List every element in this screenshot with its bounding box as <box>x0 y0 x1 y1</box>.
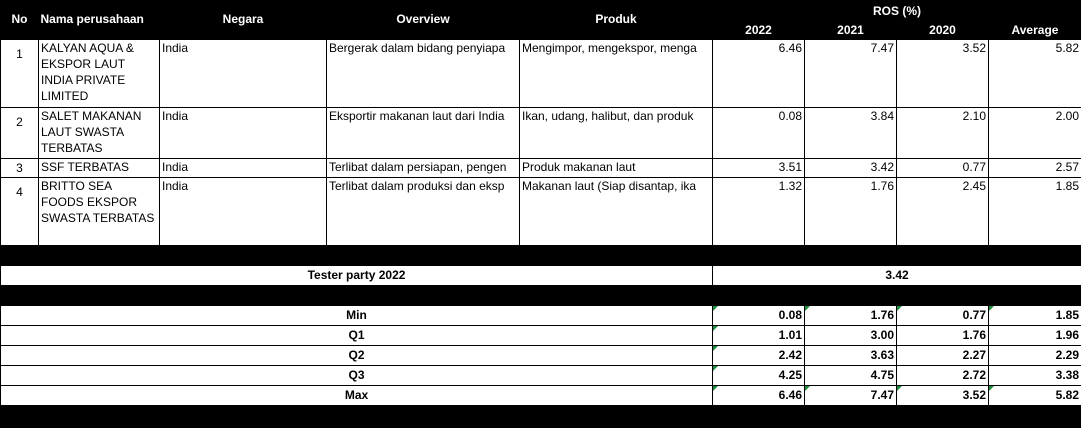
row-2020: 3.52 <box>897 39 989 107</box>
row-no: 2 <box>1 107 39 158</box>
tester-row <box>1 265 1081 285</box>
stat-2021: 3.00 <box>805 325 897 345</box>
header-overview: Overview <box>327 0 520 39</box>
header-year-2021: 2021 <box>805 22 897 39</box>
row-average: 5.82 <box>989 39 1081 107</box>
table-row <box>1 39 1081 107</box>
row-no: 4 <box>1 177 39 245</box>
stat-average: 3.38 <box>989 365 1081 385</box>
header-year-2022: 2022 <box>713 22 805 39</box>
header-average: Average <box>989 22 1081 39</box>
stat-2020: 3.52 <box>897 385 989 405</box>
stat-2022: 1.01 <box>713 325 805 345</box>
header-no: No <box>1 0 39 39</box>
header-year-2020: 2020 <box>897 22 989 39</box>
stat-average: 5.82 <box>989 385 1081 405</box>
spacer-row <box>1 285 1081 305</box>
stat-label: Max <box>1 385 713 405</box>
stat-2022: 2.42 <box>713 345 805 365</box>
header-product: Produk <box>520 0 713 39</box>
row-average: 2.00 <box>989 107 1081 158</box>
stat-2022: 6.46 <box>713 385 805 405</box>
row-no: 3 <box>1 158 39 177</box>
row-company: KALYAN AQUA & EKSPOR LAUT INDIA PRIVATE LIMITED <box>39 39 160 107</box>
row-country: India <box>160 39 327 107</box>
stat-row-q3 <box>1 365 1081 385</box>
row-product: Makanan laut (Siap disantap, ika <box>520 177 713 245</box>
header-company: Nama perusahaan <box>39 0 160 39</box>
row-country: India <box>160 177 327 245</box>
stat-row-min <box>1 305 1081 325</box>
row-company: SSF TERBATAS <box>39 158 160 177</box>
stat-row-q1 <box>1 325 1081 345</box>
row-country: India <box>160 107 327 158</box>
stat-2020: 1.76 <box>897 325 989 345</box>
row-2022: 6.46 <box>713 39 805 107</box>
row-product: Ikan, udang, halibut, dan produk <box>520 107 713 158</box>
stat-average: 2.29 <box>989 345 1081 365</box>
row-overview: Bergerak dalam bidang penyiapa <box>327 39 520 107</box>
row-average: 1.85 <box>989 177 1081 245</box>
header-country: Negara <box>160 0 327 39</box>
row-overview: Terlibat dalam persiapan, pengen <box>327 158 520 177</box>
row-no: 1 <box>1 39 39 107</box>
header-row-1 <box>1 0 1081 22</box>
row-company: BRITTO SEA FOODS EKSPOR SWASTA TERBATAS <box>39 177 160 245</box>
stat-label: Min <box>1 305 713 325</box>
spacer-row <box>1 245 1081 265</box>
row-country: India <box>160 158 327 177</box>
stat-2020: 0.77 <box>897 305 989 325</box>
stat-row-max <box>1 385 1081 405</box>
row-2020: 2.10 <box>897 107 989 158</box>
spacer-cell <box>1 285 1081 305</box>
row-2020: 2.45 <box>897 177 989 245</box>
spacer-cell <box>1 245 1081 265</box>
table-row <box>1 177 1081 245</box>
stat-2022: 0.08 <box>713 305 805 325</box>
row-2021: 1.76 <box>805 177 897 245</box>
stat-2020: 2.27 <box>897 345 989 365</box>
row-2021: 3.42 <box>805 158 897 177</box>
stat-2021: 7.47 <box>805 385 897 405</box>
stat-label: Q2 <box>1 345 713 365</box>
stat-2021: 3.63 <box>805 345 897 365</box>
stat-2021: 1.76 <box>805 305 897 325</box>
stat-2021: 4.75 <box>805 365 897 385</box>
row-product: Mengimpor, mengekspor, menga <box>520 39 713 107</box>
stat-2020: 2.72 <box>897 365 989 385</box>
header-ros: ROS (%) <box>713 0 1081 22</box>
row-2020: 0.77 <box>897 158 989 177</box>
stat-average: 1.85 <box>989 305 1081 325</box>
row-overview: Eksportir makanan laut dari India <box>327 107 520 158</box>
row-2022: 1.32 <box>713 177 805 245</box>
row-2022: 0.08 <box>713 107 805 158</box>
row-2021: 7.47 <box>805 39 897 107</box>
row-product: Produk makanan laut <box>520 158 713 177</box>
tester-value: 3.42 <box>713 265 1081 285</box>
tester-label: Tester party 2022 <box>1 265 713 285</box>
stat-row-q2 <box>1 345 1081 365</box>
row-overview: Terlibat dalam produksi dan eksp <box>327 177 520 245</box>
stat-label: Q3 <box>1 365 713 385</box>
table-row <box>1 158 1081 177</box>
row-company: SALET MAKANAN LAUT SWASTA TERBATAS <box>39 107 160 158</box>
stat-average: 1.96 <box>989 325 1081 345</box>
table-row <box>1 107 1081 158</box>
stat-2022: 4.25 <box>713 365 805 385</box>
stat-label: Q1 <box>1 325 713 345</box>
row-2021: 3.84 <box>805 107 897 158</box>
row-average: 2.57 <box>989 158 1081 177</box>
row-2022: 3.51 <box>713 158 805 177</box>
